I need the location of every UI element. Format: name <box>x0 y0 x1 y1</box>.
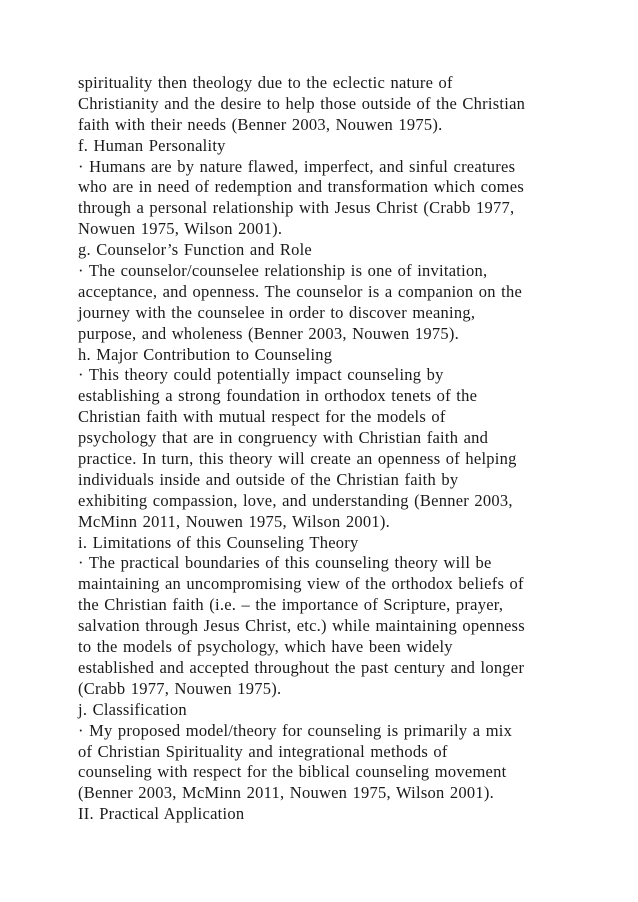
body-text-line: of Christian Spirituality and integrational methods of <box>78 741 448 761</box>
body-text-line: maintaining an uncompromising view of the orthodox beliefs of <box>78 574 524 594</box>
body-text-line: salvation through Jesus Christ, etc.) while maintaining openness <box>78 616 525 636</box>
body-text-line: purpose, and wholeness (Benner 2003, Nouwen 1975). <box>78 323 459 343</box>
section-heading-classification: j. Classification <box>78 699 187 719</box>
body-text-line: counseling with respect for the biblical counseling movement <box>78 762 507 782</box>
body-text-line: established and accepted throughout the past century and longer <box>78 657 525 677</box>
bullet-line: · Humans are by nature flawed, imperfect, and sinful creatures <box>78 156 516 176</box>
body-text-line: to the models of psychology, which have been widely <box>78 637 453 657</box>
bullet-line: · The practical boundaries of this counseling theory will be <box>78 553 492 573</box>
body-text-line: individuals inside and outside of the Christian faith by <box>78 469 459 489</box>
body-text-line: spirituality then theology due to the eclectic nature of <box>78 73 453 92</box>
body-text-line: acceptance, and openness. The counselor is a companion on the <box>78 281 523 301</box>
section-heading-practical-application: II. Practical Application <box>78 804 245 824</box>
body-text-line: faith with their needs (Benner 2003, Nouwen 1975). <box>78 114 443 134</box>
body-text-line: establishing a strong foundation in orthodox tenets of the <box>78 386 478 406</box>
body-text-line: (Crabb 1977, Nouwen 1975). <box>78 678 282 698</box>
document-page <box>78 73 578 825</box>
body-text-line: Nowuen 1975, Wilson 2001). <box>78 219 283 239</box>
section-heading-human-personality: f. Human Personality <box>78 135 226 155</box>
bullet-line: · My proposed model/theory for counseling is primarily a mix <box>78 720 513 740</box>
section-heading-counselor-function: g. Counselor’s Function and Role <box>78 240 312 260</box>
body-text-line: (Benner 2003, McMinn 2011, Nouwen 1975, Wilson 2001). <box>78 783 495 803</box>
bullet-line: · This theory could potentially impact counseling by <box>78 365 444 385</box>
body-text-line: Christianity and the desire to help those outside of the Christian <box>78 93 526 113</box>
body-text-line: McMinn 2011, Nouwen 1975, Wilson 2001). <box>78 511 390 531</box>
body-text-line: through a personal relationship with Jesus Christ (Crabb 1977, <box>78 198 515 218</box>
section-heading-major-contribution: h. Major Contribution to Counseling <box>78 344 333 364</box>
body-text-line: journey with the counselee in order to discover meaning, <box>78 302 476 322</box>
section-heading-limitations: i. Limitations of this Counseling Theory <box>78 532 359 552</box>
bullet-line: · The counselor/counselee relationship is one of invitation, <box>78 261 488 281</box>
body-text-line: psychology that are in congruency with Christian faith and <box>78 428 489 448</box>
body-text-line: exhibiting compassion, love, and understanding (Benner 2003, <box>78 490 513 510</box>
body-text-line: who are in need of redemption and transformation which comes <box>78 177 524 197</box>
body-text-line: Christian faith with mutual respect for the models of <box>78 407 446 427</box>
body-text-line: the Christian faith (i.e. – the importance of Scripture, prayer, <box>78 595 504 615</box>
body-text-line: practice. In turn, this theory will create an openness of helping <box>78 449 517 469</box>
